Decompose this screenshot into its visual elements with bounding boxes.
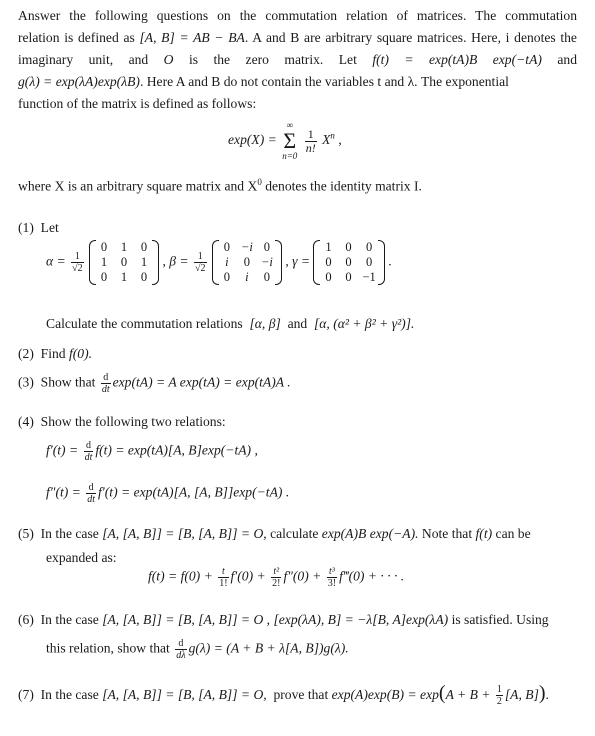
intro-text-6b: denotes the identity matrix I. xyxy=(265,178,422,194)
q3-text: Show that xyxy=(40,374,96,390)
period: . xyxy=(388,253,392,269)
frac-top: d xyxy=(103,372,109,383)
identity-power: 0 xyxy=(257,177,262,187)
intro-line-6 xyxy=(18,172,577,197)
exp-power: n xyxy=(330,130,335,141)
exp-x: X xyxy=(322,132,331,148)
intro-line-2 xyxy=(18,28,577,48)
word: , calculate xyxy=(263,526,319,541)
q6-rhs: g(λ) = (A + B + λ[A, B])g(λ). xyxy=(188,640,349,656)
eq-lhs: f″(t) = xyxy=(46,484,81,500)
matrix-cell: 0 xyxy=(263,270,271,284)
frac-bottom: 1! xyxy=(219,578,228,589)
q5-text: expanded as: xyxy=(46,550,117,565)
fraction xyxy=(327,566,337,589)
q6-line1 xyxy=(18,610,577,630)
matrix-cell: 0 xyxy=(120,255,128,269)
frac-top: t xyxy=(221,566,225,577)
g-definition: g(λ) = exp(λA)exp(λB) xyxy=(18,74,140,89)
intro-line-5 xyxy=(18,94,577,114)
matrix-cell: i xyxy=(245,270,249,284)
intro-text-2b: . A and B are arbitrary square matrices. Here, i denotes the xyxy=(244,30,577,45)
sum-symbol xyxy=(282,120,297,162)
word: Let xyxy=(338,52,357,67)
q5-expr: exp(A)B exp(−A). xyxy=(321,526,419,541)
series-term: f‴(0) + · · · . xyxy=(339,568,405,584)
frac-top: t² xyxy=(273,566,280,577)
word: In the case xyxy=(40,526,99,541)
eq-lhs: f′(t) = xyxy=(46,442,79,458)
q-num: (2) xyxy=(18,346,34,361)
series-start: f(t) = f(0) + xyxy=(148,568,213,584)
matrix-cell: 0 xyxy=(263,240,271,254)
intro-text-2a: relation is defined as xyxy=(18,30,135,45)
q5-line1 xyxy=(18,524,577,544)
frac-bottom: 3! xyxy=(327,578,337,589)
derivative xyxy=(101,372,111,395)
q-num: (4) xyxy=(18,414,34,429)
gamma-matrix xyxy=(313,240,384,285)
commutator-alpha-beta: [α, β] xyxy=(249,316,281,331)
q5-condition: [A, [A, B]] = [B, [A, B]] = O xyxy=(102,526,264,541)
word: Note that xyxy=(421,526,473,541)
zero-matrix-symbol: O xyxy=(163,52,174,67)
commutator-alpha-sum: [α, (α² + β² + γ²)]. xyxy=(314,316,415,331)
matrix-cell: −1 xyxy=(362,270,376,284)
exp-definition-equation xyxy=(228,120,342,162)
matrix-cell: 1 xyxy=(100,255,108,269)
q4 xyxy=(18,414,226,430)
q7-lhs: exp(A)exp(B) = exp xyxy=(331,687,439,702)
q-num: (3) xyxy=(18,374,34,390)
word: can be xyxy=(495,526,531,541)
fraction xyxy=(194,251,207,274)
matrix-cell: 0 xyxy=(345,255,352,269)
q-num: (7) xyxy=(18,687,34,702)
derivative xyxy=(86,482,96,505)
matrix-cell: 0 xyxy=(100,240,108,254)
q1-label: Let xyxy=(40,220,59,235)
word: and xyxy=(287,316,308,331)
word: zero xyxy=(245,52,269,67)
paren-left: ( xyxy=(438,682,446,704)
comma: , xyxy=(162,253,166,269)
sum-lower: n=0 xyxy=(282,151,298,161)
q1-number xyxy=(18,220,59,236)
q7-mid: A + B + xyxy=(445,687,491,702)
q6-expr: [exp(λA), B] = −λ[B, A]exp(λA) xyxy=(273,612,449,627)
q7-end: [A, B] xyxy=(504,687,539,702)
alpha-lhs: α = xyxy=(46,253,66,269)
q2-expr: f(0). xyxy=(69,346,93,361)
sum-upper: ∞ xyxy=(286,120,293,130)
q4-eq2 xyxy=(46,482,289,505)
q6-condition: [A, [A, B]] = [B, [A, B]] = O , xyxy=(102,612,271,627)
f-definition: f(t) = exp(tA)B exp(−tA) xyxy=(372,52,542,67)
frac-top: d xyxy=(178,638,184,649)
q6-line2 xyxy=(46,638,349,661)
frac-bottom: dt xyxy=(101,384,110,395)
comma: , xyxy=(338,132,342,148)
frac-top: 1 xyxy=(74,251,80,262)
q4-text: Show the following two relations: xyxy=(40,414,226,429)
frac-top: 1 xyxy=(307,126,314,141)
fraction xyxy=(71,251,84,274)
word: the xyxy=(213,52,231,67)
frac-top: d xyxy=(85,440,91,451)
q-num: (6) xyxy=(18,612,34,627)
paren-right: ) xyxy=(538,682,546,704)
frac-top: t³ xyxy=(329,566,335,577)
fraction xyxy=(496,684,503,707)
gamma-lhs: γ = xyxy=(292,253,311,269)
word: is xyxy=(188,52,199,67)
word: unit, xyxy=(88,52,114,67)
intro-line-3 xyxy=(18,50,577,70)
q6-text: this relation, show that xyxy=(46,640,170,656)
frac-bottom: dλ xyxy=(176,650,186,661)
beta-matrix xyxy=(212,240,282,285)
matrix-cell: 0 xyxy=(140,270,148,284)
q-num: (5) xyxy=(18,526,34,541)
frac-bottom: dt xyxy=(84,452,93,463)
frac-bottom: 2! xyxy=(272,578,281,589)
q4-eq1 xyxy=(46,440,258,463)
comma: , xyxy=(285,253,289,269)
matrix-cell: 0 xyxy=(345,240,352,254)
sigma-icon: Σ xyxy=(283,128,297,153)
frac-bottom: 2 xyxy=(496,696,502,708)
intro-line-1 xyxy=(18,6,577,26)
matrix-cell: 0 xyxy=(223,240,231,254)
frac-bottom: √2 xyxy=(72,263,83,274)
matrix-cell: 1 xyxy=(120,240,128,254)
f-symbol: f(t) xyxy=(475,526,493,541)
matrix-cell: 0 xyxy=(223,270,231,284)
word: and xyxy=(128,52,149,67)
series-term: f′(0) + xyxy=(230,568,266,584)
q2-text: Find xyxy=(40,346,66,361)
fraction xyxy=(218,566,228,589)
word: is satisfied. Using xyxy=(451,612,549,627)
q3-expr: exp(tA) = A exp(tA) = exp(tA)A . xyxy=(112,374,291,390)
matrix-cell: 0 xyxy=(366,240,373,254)
period: . xyxy=(545,687,549,702)
matrix-cell: 0 xyxy=(243,255,251,269)
frac-top: 1 xyxy=(496,684,502,696)
word: prove that xyxy=(273,687,329,702)
word: matrix. xyxy=(284,52,324,67)
beta-lhs: β = xyxy=(169,253,189,269)
matrix-cell: −i xyxy=(260,255,273,269)
word: imaginary xyxy=(18,52,74,67)
derivative xyxy=(84,440,94,463)
fraction xyxy=(271,566,281,589)
eq-rhs: f′(t) = exp(tA)[A, [A, B]]exp(−tA) . xyxy=(98,484,290,500)
frac-bottom: √2 xyxy=(195,263,206,274)
intro-text-5: function of the matrix is defined as follows: xyxy=(18,96,257,111)
exp-lhs: exp(X) = xyxy=(228,132,277,148)
series-term: f″(0) + xyxy=(283,568,322,584)
matrix-cell: 0 xyxy=(325,255,332,269)
matrix-cell: −i xyxy=(240,240,253,254)
intro-text-6: where X is an arbitrary square matrix and X xyxy=(18,178,258,194)
matrix-cell: 0 xyxy=(366,255,373,269)
q5-series xyxy=(148,566,404,589)
commutator-definition: [A, B] = AB − BA xyxy=(139,30,245,45)
matrix-cell: 0 xyxy=(345,270,352,284)
frac-bottom: n! xyxy=(305,140,316,155)
matrix-cell: 1 xyxy=(140,255,148,269)
matrix-cell: 0 xyxy=(140,240,148,254)
eq-rhs: f(t) = exp(tA)[A, B]exp(−tA) , xyxy=(95,442,258,458)
q-num: (1) xyxy=(18,220,34,235)
intro-text-4b: . Here A and B do not contain the variables t and λ. The exponential xyxy=(139,74,509,89)
frac-top: d xyxy=(88,482,94,493)
word: In the case xyxy=(40,687,99,702)
word: In the case xyxy=(40,612,99,627)
matrix-cell: 0 xyxy=(325,270,332,284)
q1-task xyxy=(46,316,414,332)
alpha-matrix xyxy=(89,240,159,285)
intro-text-1: Answer the following questions on the commutation relation of matrices. The commutation xyxy=(18,8,577,23)
q3 xyxy=(18,372,291,395)
frac-top: 1 xyxy=(197,251,203,262)
derivative xyxy=(175,638,186,661)
q1-task-text: Calculate the commutation relations xyxy=(46,316,243,331)
frac-bottom: dt xyxy=(87,494,96,505)
q7 xyxy=(18,682,549,707)
q5-line2 xyxy=(46,548,577,568)
q2 xyxy=(18,346,92,362)
q1-matrices xyxy=(46,240,392,285)
matrix-cell: 1 xyxy=(120,270,128,284)
word: and xyxy=(557,52,578,67)
fraction xyxy=(305,128,317,155)
matrix-cell: 0 xyxy=(100,270,108,284)
intro-line-4 xyxy=(18,72,577,92)
q7-condition: [A, [A, B]] = [B, [A, B]] = O, xyxy=(102,687,267,702)
matrix-cell: i xyxy=(225,255,229,269)
matrix-cell: 1 xyxy=(325,240,332,254)
